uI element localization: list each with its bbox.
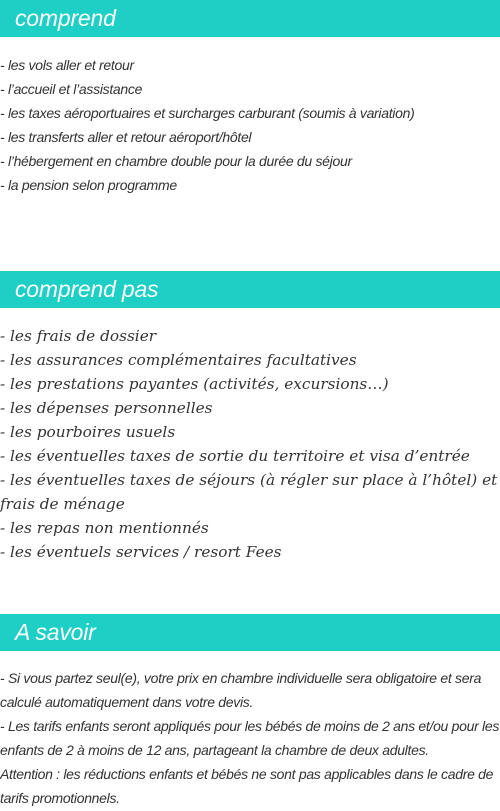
- list-item: - les éventuelles taxes de séjours (à régler sur place à l’hôtel) et frais de ménage: [0, 471, 498, 513]
- a-savoir-paragraph: - Les tarifs enfants seront appliqués pour les bébés de moins de 2 ans et/ou pour les enfants de 2 à moins de 12 ans, partageant la chambre de deux adultes.: [0, 718, 500, 758]
- list-item: - la pension selon programme: [0, 177, 177, 193]
- list-item: - l’hébergement en chambre double pour la durée du séjour: [0, 153, 352, 169]
- list-item: - les éventuels services / resort Fees: [0, 543, 282, 561]
- list-item: - les transferts aller et retour aéroport/hôtel: [0, 129, 252, 145]
- section-title-comprend-pas: comprend pas: [15, 276, 159, 302]
- section-header-a-savoir: [0, 614, 500, 651]
- a-savoir-text: [0, 666, 500, 810]
- list-item: - les dépenses personnelles: [0, 399, 213, 417]
- section-title-comprend: comprend: [15, 5, 116, 31]
- list-item: - les pourboires usuels: [0, 423, 176, 441]
- section-title-a-savoir: A savoir: [15, 619, 96, 645]
- list-item: - les frais de dossier: [0, 327, 157, 345]
- list-item: - les taxes aéroportuaires et surcharges carburant (soumis à variation): [0, 105, 415, 121]
- section-header-comprend-pas: [0, 271, 500, 308]
- list-item: - les repas non mentionnés: [0, 519, 209, 537]
- a-savoir-paragraph: - Si vous partez seul(e), votre prix en chambre individuelle sera obligatoire et sera calculé automatiquement dans votre devis.: [0, 670, 482, 710]
- list-item: - les assurances complémentaires facultatives: [0, 351, 357, 369]
- a-savoir-paragraph: Attention : les réductions enfants et bébés ne sont pas applicables dans le cadre de tarifs promotionnels.: [0, 766, 494, 806]
- comprend-list: [0, 53, 414, 197]
- list-item: - les éventuelles taxes de sortie du territoire et visa d’entrée: [0, 447, 470, 465]
- list-item: - les vols aller et retour: [0, 57, 134, 73]
- section-header-comprend: [0, 0, 500, 37]
- list-item: - l’accueil et l’assistance: [0, 81, 143, 97]
- list-item: - les prestations payantes (activités, excursions…): [0, 375, 389, 393]
- comprend-pas-list: [0, 324, 500, 564]
